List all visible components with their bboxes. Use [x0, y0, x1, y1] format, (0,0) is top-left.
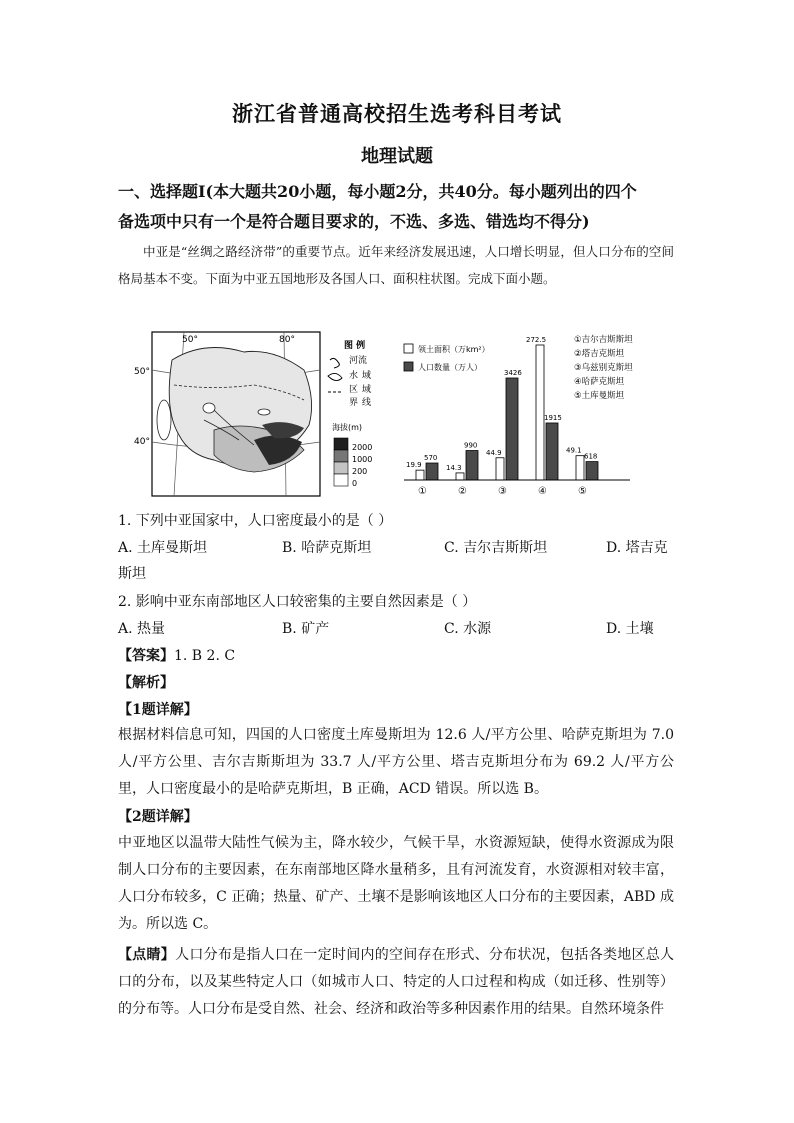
elev-swatch-200 [334, 462, 348, 474]
area-bar-4 [536, 345, 544, 480]
country-legend-1: ①吉尔吉斯斯坦 [574, 335, 633, 345]
elev-swatch-1000 [334, 450, 348, 462]
area-value-label-1: 19.9 [406, 461, 422, 470]
legend-water-symbol [328, 373, 342, 380]
area-bar-2 [456, 473, 464, 480]
category-label-5: ⑤ [578, 486, 587, 497]
population-value-label-4: 1915 [544, 413, 562, 422]
q1-option-b: B. 哈萨克斯坦 [282, 540, 372, 556]
country-legend-5: ⑤土库曼斯坦 [574, 391, 625, 401]
population-bar-1 [426, 463, 438, 480]
elev-label-200: 200 [352, 467, 368, 476]
detail-2-label: 【2题详解】 [118, 809, 198, 825]
elev-label-0: 0 [352, 479, 358, 488]
answer-value: 1. B 2. C [174, 648, 236, 664]
legend-border-label-1: 区 [349, 385, 359, 395]
population-bar-3 [506, 378, 518, 480]
area-value-label-4: 272.5 [526, 336, 547, 344]
legend-pop-label: 人口数量（万人） [418, 363, 482, 372]
question-1-stem: 1. 下列中亚国家中，人口密度最小的是（ ） [118, 513, 393, 529]
question-intro: 中亚是“丝绸之路经济带”的重要节点。近年来经济发展迅速，人口增长明显，但人口分布的空间格局基本不变。下面为中亚五国地形及各国人口、面积柱状图。完成下面小题。 [118, 244, 674, 286]
category-label-1: ① [418, 486, 427, 497]
q1-option-d: D. 塔吉克 [606, 540, 668, 556]
country-legend-4: ④哈萨克斯坦 [574, 377, 625, 387]
map-legend-title: 图 例 [344, 341, 366, 351]
tip-label: 【点睛】 [118, 947, 176, 963]
q1-option-d-wrap: 斯坦 [118, 566, 146, 582]
caspian-sea [157, 400, 171, 440]
lat-50-label: 50° [134, 367, 150, 377]
country-legend-2: ②塔吉克斯坦 [574, 349, 625, 359]
detail-2-text: 中亚地区以温带大陆性气候为主，降水较少，气候干旱，水资源短缺，使得水资源成为限制人口分布的主要因素，在东南部地区降水量稍多，且有河流发育，水资源相对较丰富，人口分布较多，C 正确；热量、矿产、土壤不是影响该地区人口分布的主要因素，ABD 成为。所以选 C。 [118, 835, 674, 932]
population-value-label-2: 990 [464, 441, 478, 450]
balkhash-lake [258, 409, 270, 415]
legend-area-swatch [404, 344, 413, 353]
question-2-stem: 2. 影响中亚东南部地区人口较密集的主要自然因素是（ ） [118, 594, 477, 610]
area-value-label-2: 14.3 [446, 463, 462, 472]
tip-block [118, 942, 674, 1023]
elevation-title: 海拔(m) [332, 423, 363, 432]
area-bar-3 [496, 458, 504, 480]
population-value-label-1: 570 [424, 454, 438, 463]
q2-option-d: D. 土壤 [606, 621, 654, 637]
answer-label: 【答案】 [118, 648, 174, 664]
section-heading-line1: 一、选择题Ⅰ(本大题共20小题，每小题2分，共40分。每小题列出的四个 [118, 182, 637, 201]
population-bar-5 [586, 462, 598, 480]
legend-pop-swatch [404, 362, 413, 371]
q1-option-c: C. 吉尔吉斯斯坦 [444, 540, 548, 556]
elev-label-2000: 2000 [352, 443, 373, 452]
exam-subtitle: 地理试题 [361, 146, 433, 167]
aral-sea [203, 403, 215, 413]
section-heading-line2: 备选项中只有一个是符合题目要求的，不选、多选、错选均不得分) [118, 212, 590, 231]
population-value-label-5: 618 [584, 452, 598, 461]
analysis-label: 【解析】 [118, 675, 174, 691]
population-value-label-3: 3426 [504, 369, 522, 377]
figure-map-and-chart [134, 330, 678, 502]
legend-water-label-1: 水 [349, 371, 359, 381]
q1-option-a: A. 土库曼斯坦 [118, 540, 208, 556]
category-label-3: ③ [498, 486, 507, 497]
country-legend-3: ③乌兹别克斯坦 [574, 363, 633, 373]
population-area-bar-chart [398, 330, 678, 502]
lon-80-label: 80° [279, 335, 295, 345]
q2-option-a: A. 热量 [118, 621, 166, 637]
area-value-label-3: 44.9 [486, 448, 502, 457]
legend-border-label-4: 线 [362, 398, 372, 408]
lat-40-label: 40° [134, 437, 150, 447]
legend-river-label: 河流 [349, 356, 368, 366]
detail-1-text: 根据材料信息可知，四国的人口密度土库曼斯坦为 12.6 人/平方公里、哈萨克斯坦为 7.0 人/平方公里、吉尔吉斯斯坦为 33.7 人/平方公里、塔吉克斯坦分布为 69.2 人/平方公里，人口密度最小的是哈萨克斯坦，B 正确，ACD 错误。所以选 B。 [118, 727, 674, 797]
area-value-label-5: 49.1 [566, 446, 582, 455]
detail-1-label: 【1题详解】 [118, 702, 198, 718]
tip-text: 人口分布是指人口在一定时间内的空间存在形式、分布状况，包括各类地区总人口的分布，以及某些特定人口（如城市人口、特定的人口过程和构成（如迁移、性别等）的分布等。人口分布是受自然、社会、经济和政治等多种因素作用的结果。自然环境条件 [118, 947, 675, 1017]
population-bar-2 [466, 451, 478, 480]
elev-swatch-0 [334, 474, 348, 486]
lon-50-label: 50° [182, 335, 198, 345]
elev-label-1000: 1000 [352, 455, 373, 464]
answer-block [118, 645, 235, 665]
q2-option-b: B. 矿产 [282, 621, 330, 637]
legend-border-label-2: 域 [362, 385, 372, 395]
exam-title: 浙江省普通高校招生选考科目考试 [232, 101, 562, 126]
legend-river-symbol [330, 358, 339, 368]
central-asia-map [134, 330, 394, 502]
category-label-2: ② [458, 486, 467, 497]
population-bar-4 [546, 423, 558, 480]
elev-swatch-2000 [334, 438, 348, 450]
area-bar-5 [576, 456, 584, 480]
category-label-4: ④ [538, 486, 547, 497]
legend-water-label-2: 域 [362, 371, 372, 381]
legend-border-label-3: 界 [349, 398, 359, 408]
q2-option-c: C. 水源 [444, 621, 492, 637]
area-bar-1 [416, 470, 424, 480]
legend-area-label: 领土面积（万km²） [418, 345, 490, 354]
